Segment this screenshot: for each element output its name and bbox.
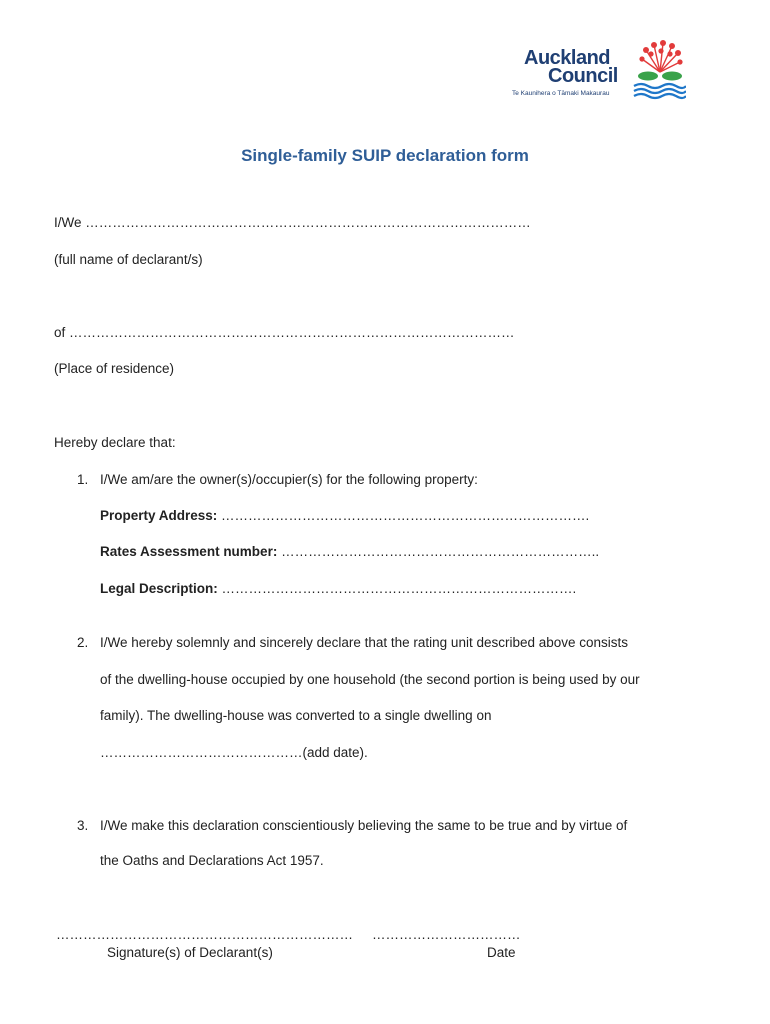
logo-tagline: Te Kaunihera o Tāmaki Makaurau (512, 90, 610, 97)
rates-assessment-row (100, 543, 599, 561)
declarant-name-line: I/We ……………………………………………………………………………………… (54, 215, 531, 230)
pohutukawa-flower-icon (632, 40, 686, 102)
residence-caption: (Place of residence) (54, 361, 175, 376)
item-2-number: 2. (77, 635, 89, 650)
property-address-dots: ………………………………………………………………………. (217, 508, 590, 523)
declarant-name-caption: (full name of declarant/s) (54, 252, 203, 267)
item-2-line-1: I/We hereby solemnly and sincerely declare that the rating unit described above consists (100, 635, 629, 650)
item-2-line-2: of the dwelling-house occupied by one household (the second portion is being used by our (100, 672, 640, 687)
auckland-council-logo (508, 40, 688, 102)
date-label: Date (487, 945, 516, 960)
rates-assessment-dots: …………………………………………………………….. (277, 544, 600, 559)
logo-word-auckland: Auckland (524, 47, 611, 69)
item-3-line-1: I/We make this declaration conscientiously believing the same to be true and by virtue of (100, 818, 628, 833)
property-address-row (100, 507, 589, 525)
item-1-number: 1. (77, 472, 89, 487)
legal-description-label: Legal Description: (100, 581, 218, 596)
logo-word-council: Council (548, 65, 618, 87)
item-2-line-4: ………………………………………(add date). (100, 745, 368, 760)
intro-text: Hereby declare that: (54, 435, 176, 450)
signature-dots: ………………………………………………………… (56, 927, 353, 942)
form-title: Single-family SUIP declaration form (241, 146, 529, 165)
date-dots: …………………………… (372, 927, 521, 942)
item-1-text: I/We am/are the owner(s)/occupier(s) for the following property: (100, 472, 478, 487)
property-address-label: Property Address: (100, 508, 218, 523)
legal-description-dots: ……………………………………………………………………. (217, 581, 577, 596)
residence-line: of ……………………………………………………………………………………… (54, 325, 515, 340)
legal-description-row (100, 580, 576, 598)
item-2-line-3: family). The dwelling-house was converted to a single dwelling on (100, 708, 492, 723)
item-3-number: 3. (77, 818, 89, 833)
rates-assessment-label: Rates Assessment number: (100, 544, 278, 559)
item-3-line-2: the Oaths and Declarations Act 1957. (100, 853, 324, 868)
signature-label: Signature(s) of Declarant(s) (107, 945, 273, 960)
